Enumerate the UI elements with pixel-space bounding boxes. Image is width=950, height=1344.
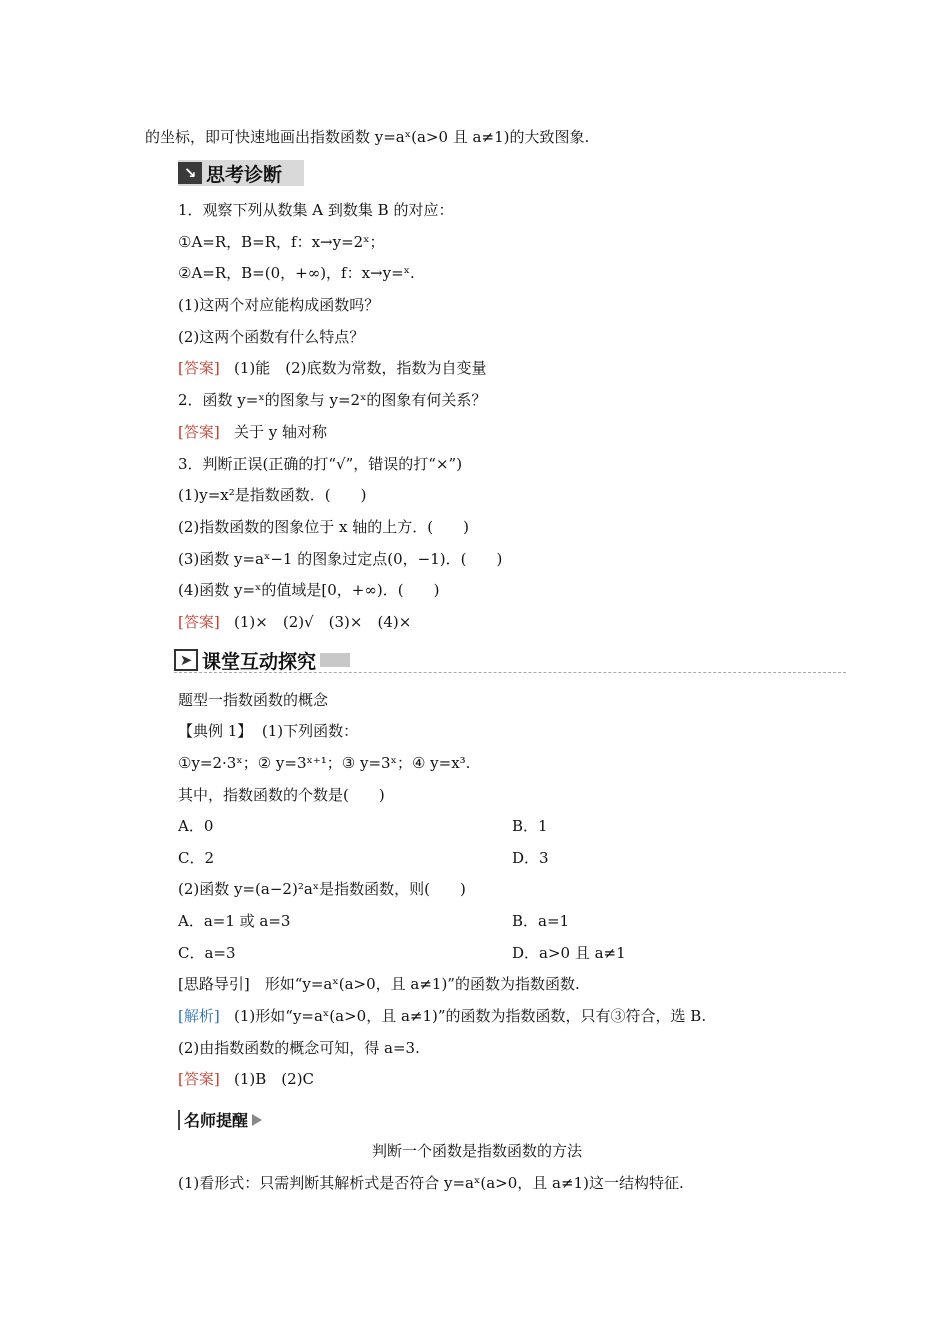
sub-question-1: (1)这两个对应能构成函数吗？ <box>178 296 380 314</box>
count-question: 其中，指数函数的个数是( ) <box>178 786 385 804</box>
section-header-classroom <box>174 648 846 673</box>
hint-line: [思路导引] 形如“y=aˣ(a>0，且 a≠1)”的函数为指数函数. <box>178 975 580 993</box>
mapping-2: ②A=R，B=(0，+∞)，f：x→y=ˣ. <box>178 264 415 282</box>
header-bar <box>320 653 350 667</box>
arrow-icon: ↘ <box>178 162 202 184</box>
option-b: B．a=1 <box>512 912 570 930</box>
solution-tag: [解析] <box>178 1007 220 1025</box>
teacher-tip-label <box>178 1108 262 1131</box>
answer-text: (1)B (2)C <box>234 1070 315 1088</box>
section-header-thinking <box>178 160 304 186</box>
true-false-4: (4)函数 y=ˣ的值域是[0，+∞)．( ) <box>178 581 440 599</box>
solution-text: (1)形如“y=aˣ(a>0，且 a≠1)”的函数为指数函数，只有③符合，选 B. <box>234 1007 707 1025</box>
answer-1 <box>178 358 487 378</box>
option-d: D．a>0 且 a≠1 <box>512 944 626 962</box>
answer-2 <box>178 422 327 442</box>
option-a: A．0 <box>178 817 214 835</box>
answer-3 <box>178 612 411 632</box>
tip-label: 名师提醒 <box>184 1111 249 1130</box>
true-false-3: (3)函数 y=aˣ−1 的图象过定点(0，−1)．( ) <box>178 550 503 568</box>
example-tag: 【典例 1】 <box>178 722 253 740</box>
option-a: A．a=1 或 a=3 <box>178 912 291 930</box>
answer-final <box>178 1069 314 1089</box>
question-1: 1．观察下列从数集 A 到数集 B 的对应： <box>178 201 454 219</box>
tip-heading: 判断一个函数是指数函数的方法 <box>372 1142 583 1160</box>
solution-1 <box>178 1006 706 1026</box>
question-2: 2．函数 y=ˣ的图象与 y=2ˣ的图象有何关系？ <box>178 391 487 409</box>
section-title: 课堂互动探究 <box>202 650 317 673</box>
functions-list: ①y=2·3ˣ；② y=3ˣ⁺¹；③ y=3ˣ；④ y=x³. <box>178 754 471 772</box>
tip-line-1: (1)看形式：只需判断其解析式是否符合 y=aˣ(a>0，且 a≠1)这一结构特征. <box>178 1174 684 1192</box>
example-question: (1)下列函数： <box>261 722 359 740</box>
true-false-1: (1)y=x²是指数函数．( ) <box>178 486 367 504</box>
arrow-icon: ➤ <box>174 649 198 671</box>
tip-bar <box>178 1110 180 1130</box>
sub-question-2: (2)这两个函数有什么特点？ <box>178 328 365 346</box>
answer-text: 关于 y 轴对称 <box>234 423 328 441</box>
answer-tag: [答案] <box>178 1070 220 1088</box>
answer-tag: [答案] <box>178 613 220 631</box>
mapping-1: ①A=R，B=R，f：x→y=2ˣ； <box>178 233 385 251</box>
answer-text: (1)能 (2)底数为常数，指数为自变量 <box>234 359 487 377</box>
example-heading <box>178 721 358 741</box>
topic-title: 题型一指数函数的概念 <box>178 691 329 709</box>
option-b: B．1 <box>512 817 548 835</box>
answer-tag: [答案] <box>178 359 220 377</box>
true-false-2: (2)指数函数的图象位于 x 轴的上方．( ) <box>178 518 469 536</box>
intro-line: 的坐标，即可快速地画出指数函数 y=aˣ(a>0 且 a≠1)的大致图象. <box>145 128 590 146</box>
triangle-icon <box>252 1114 262 1126</box>
solution-2: (2)由指数函数的概念可知，得 a=3. <box>178 1039 420 1057</box>
option-d: D．3 <box>512 849 549 867</box>
section-title: 思考诊断 <box>206 163 283 186</box>
option-c: C．a=3 <box>178 944 236 962</box>
question-3: 3．判断正误(正确的打“√”，错误的打“×”) <box>178 455 463 473</box>
question-part-2: (2)函数 y=(a−2)²aˣ是指数函数，则( ) <box>178 880 466 898</box>
answer-text: (1)× (2)√ (3)× (4)× <box>234 613 412 631</box>
option-c: C．2 <box>178 849 215 867</box>
answer-tag: [答案] <box>178 423 220 441</box>
